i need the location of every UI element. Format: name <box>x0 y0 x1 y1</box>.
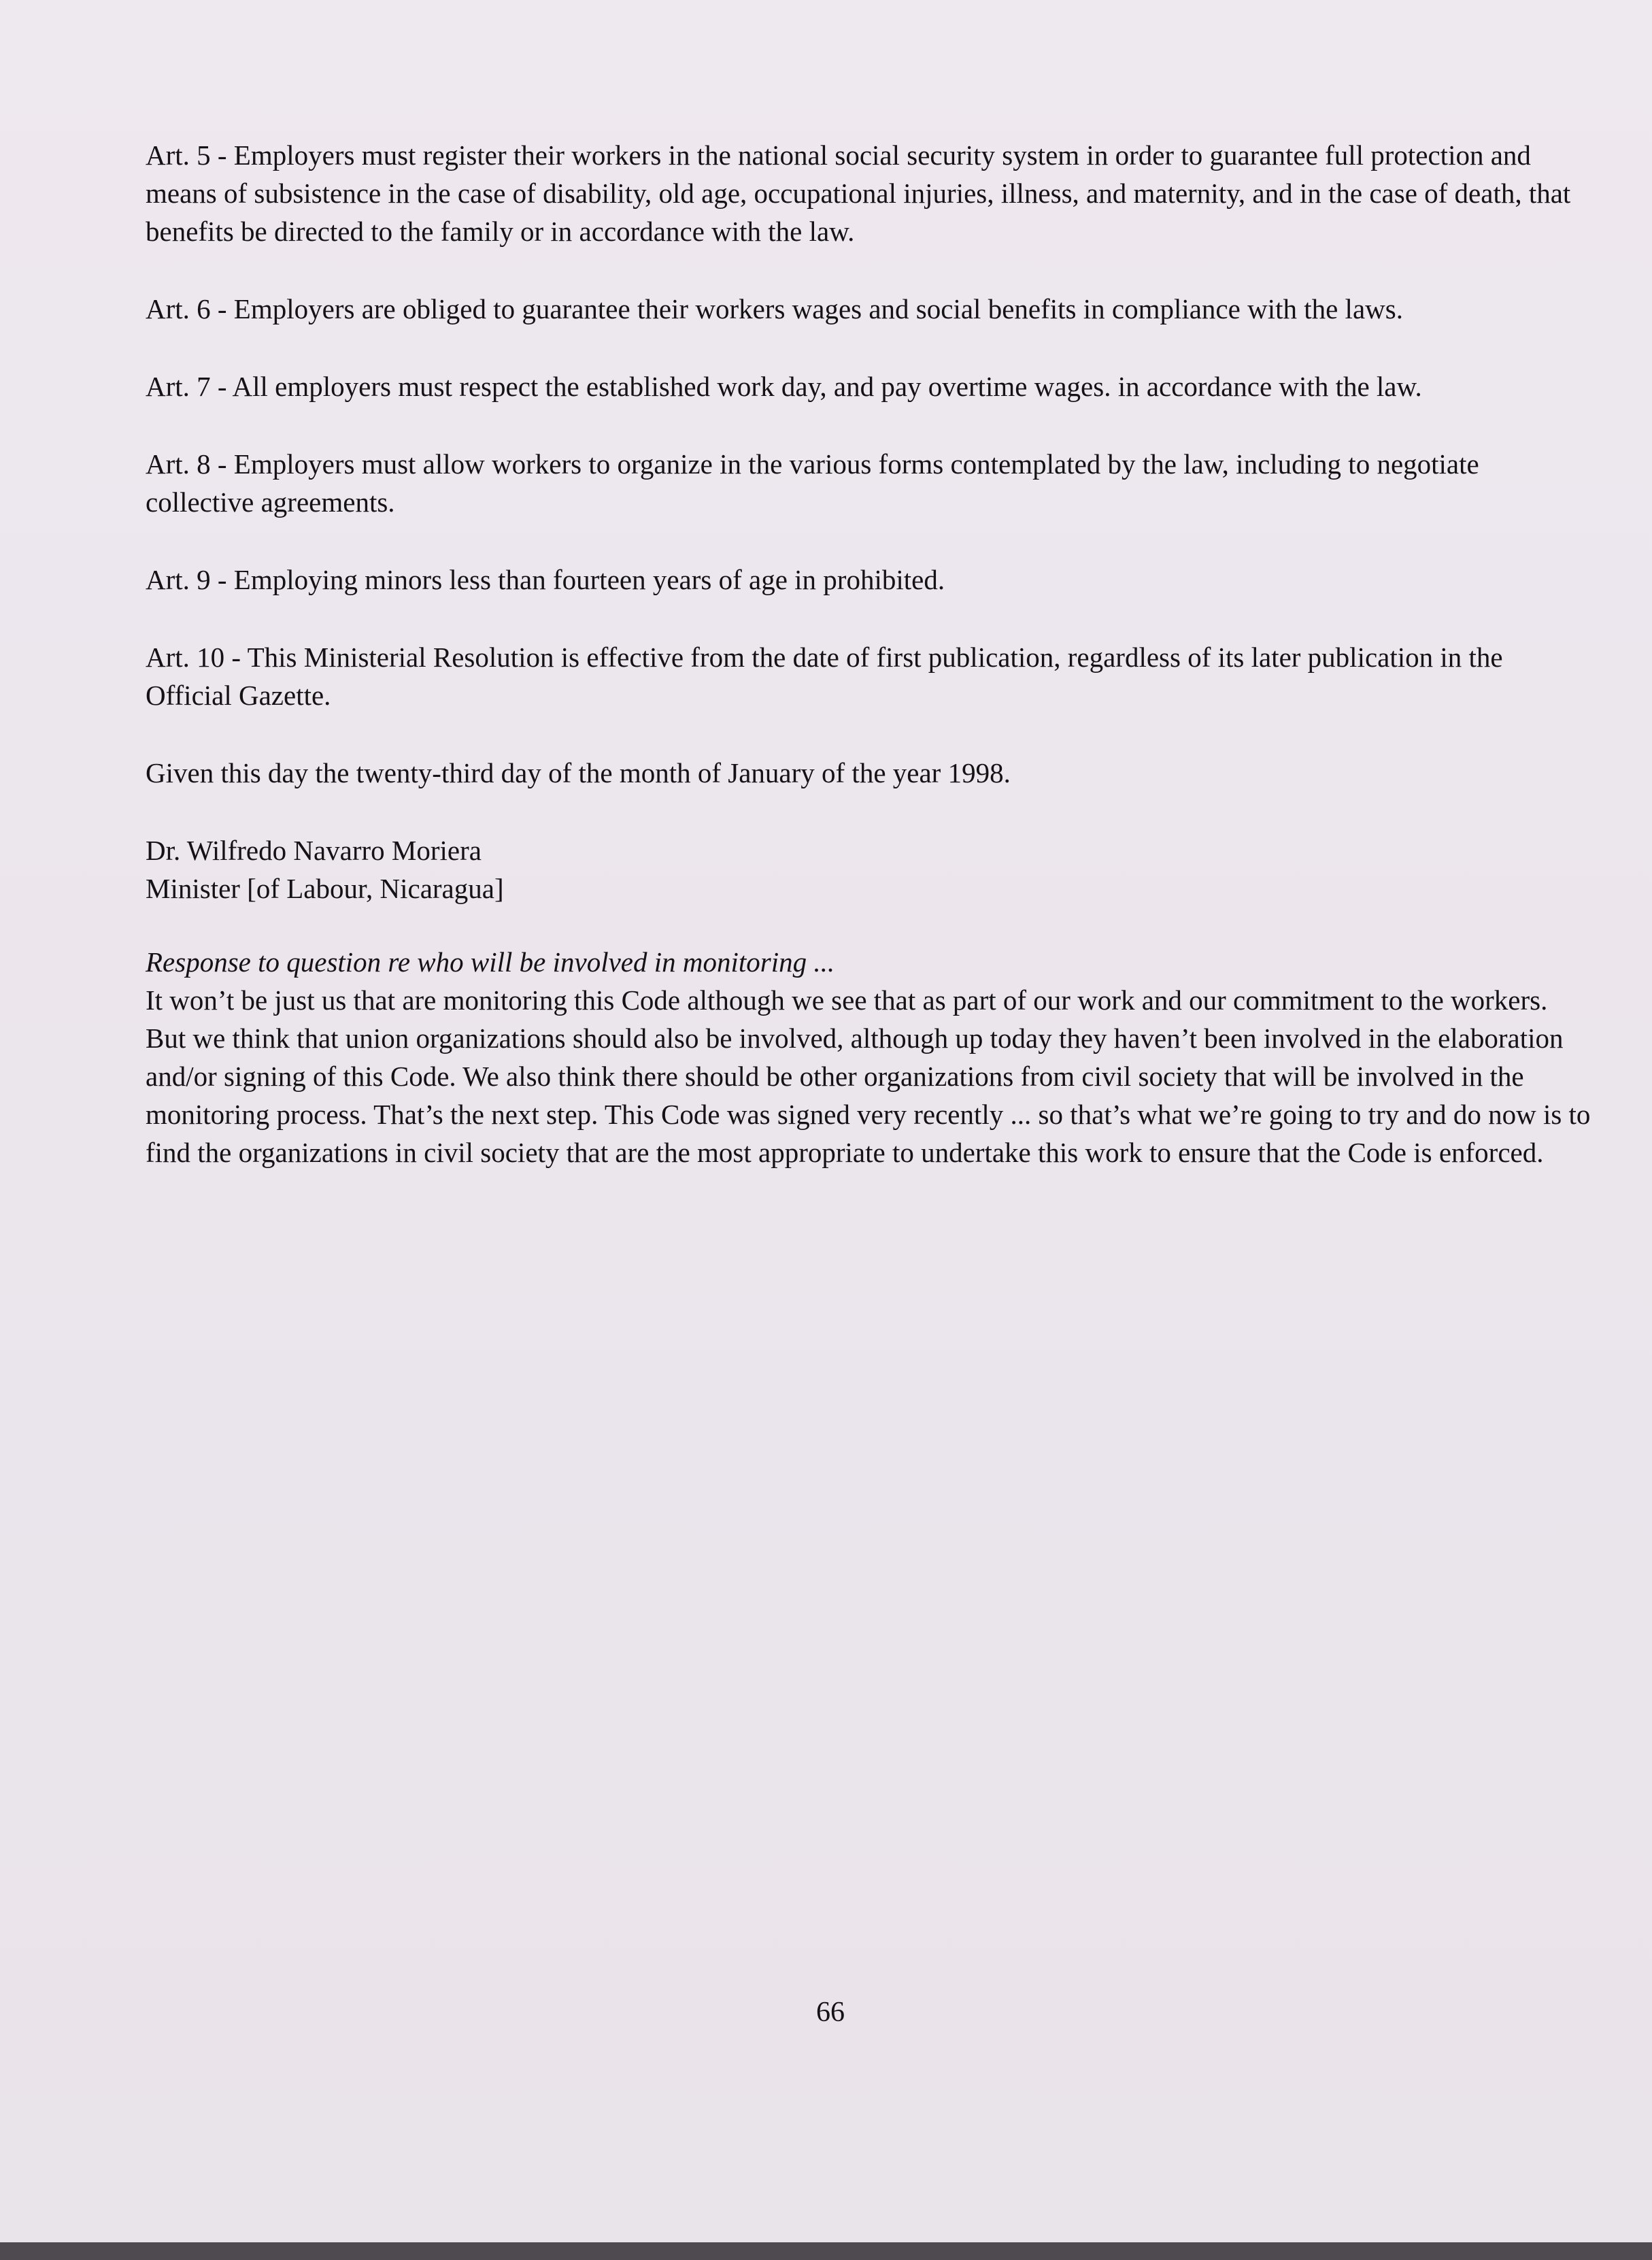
signatory-title: Minister [of Labour, Nicaragua] <box>146 873 504 904</box>
response-heading: Response to question re who will be involved in monitoring ... <box>146 946 835 978</box>
response-body: It won’t be just us that are monitoring this Code although we see that as part of our work and our commitment to the workers. But we think that union organizations should also be involved, although up today they haven’t been involved in the elaboration and/or signing of this Code. We also think there should be other organizations from civil society that will be involved in the monitoring process. That’s the next step. This Code was signed very recently ... so that’s what we’re going to try and do now is to find the organizations in civil society that are the most appropriate to undertake this work to ensure that the Code is enforced. <box>146 984 1591 1168</box>
article-9: Art. 9 - Employing minors less than fourteen years of age in prohibited. <box>146 564 945 595</box>
page-number: 66 <box>816 1997 845 2028</box>
article-6: Art. 6 - Employers are obliged to guarantee their workers wages and social benefits in compliance with the laws. <box>146 293 1403 325</box>
signatory-name: Dr. Wilfredo Navarro Moriera <box>146 835 482 866</box>
article-5: Art. 5 - Employers must register their workers in the national social security system in order to guarantee full protection and means of subsistence in the case of disability, old age, occupational injuries, illness, and maternity, and in the case of death, that benefits be directed to the family or in accordance with the law. <box>146 139 1571 247</box>
given-date-line: Given this day the twenty-third day of the month of January of the year 1998. <box>146 757 1011 788</box>
document-body <box>146 136 1594 1171</box>
signature-block <box>146 831 1594 908</box>
article-7: Art. 7 - All employers must respect the established work day, and pay overtime wages. in accordance with the law. <box>146 371 1422 402</box>
article-10: Art. 10 - This Ministerial Resolution is effective from the date of first publication, regardless of its later publication in the Official Gazette. <box>146 642 1503 711</box>
article-8: Art. 8 - Employers must allow workers to organize in the various forms contemplated by the law, including to negotiate collective agreements. <box>146 448 1479 518</box>
scan-bottom-edge <box>0 2242 1652 2260</box>
